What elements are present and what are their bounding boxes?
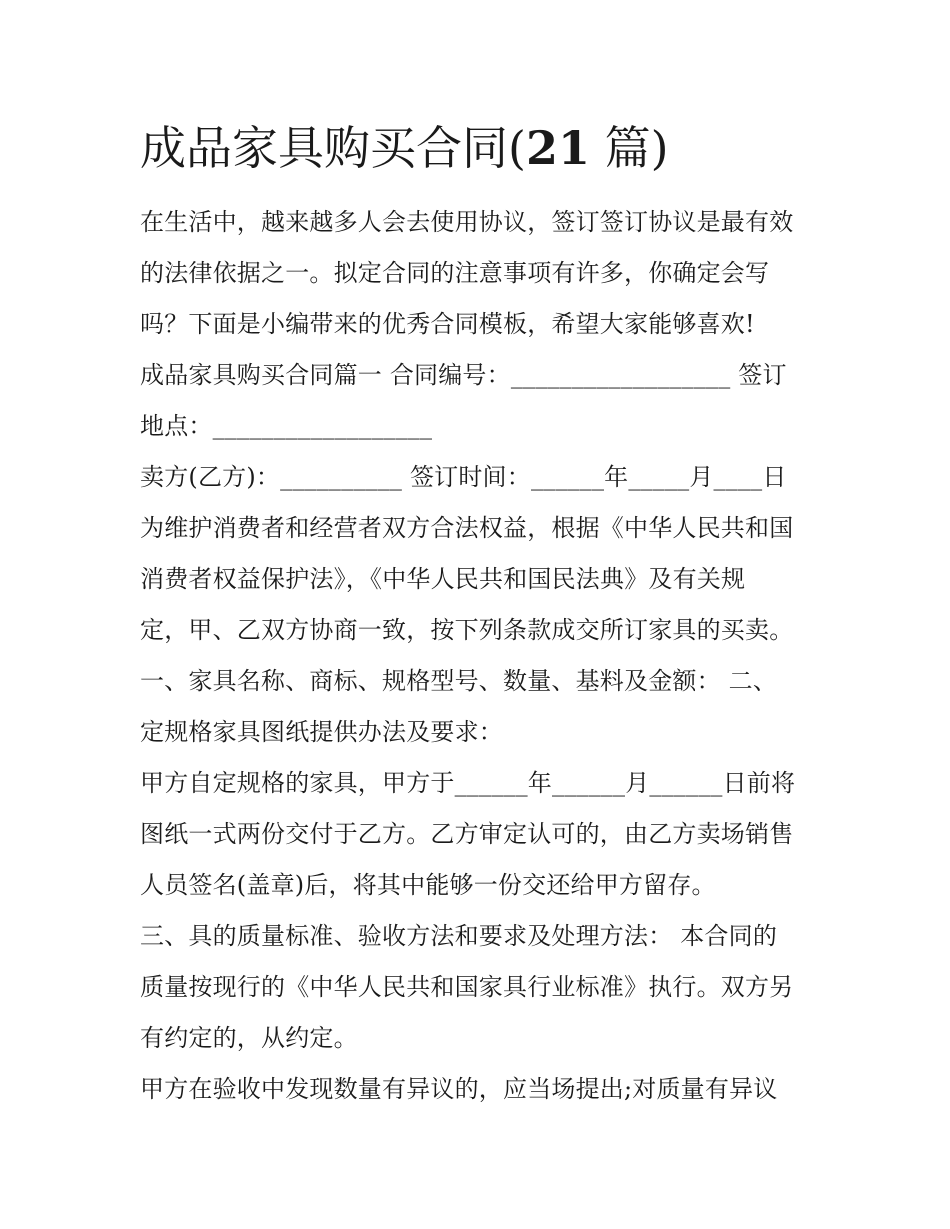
paragraph-line: 卖方(乙方)：__________ 签订时间：______年_____月____日 [140, 463, 787, 491]
paragraph-line: 人员签名(盖章)后，将其中能够一份交还给甲方留存。 [140, 871, 716, 899]
title-suffix: 篇) [589, 121, 669, 175]
title-number: 21 [525, 121, 590, 175]
paragraph-line: 定规格家具图纸提供办法及要求： [140, 718, 503, 746]
paragraph-line: 地点：__________________ [140, 412, 433, 440]
paragraph-line: 的法律依据之一。拟定合同的注意事项有许多，你确定会写 [140, 259, 770, 287]
paragraph-line: 消费者权益保护法》，《中华人民共和国民法典》及有关规 [140, 565, 746, 593]
paragraph-line: 在生活中，越来越多人会去使用协议，签订签订协议是最有效 [140, 208, 794, 236]
paragraph-line: 图纸一式两份交付于乙方。乙方审定认可的，由乙方卖场销售 [140, 820, 794, 848]
document-title [140, 118, 669, 178]
paragraph-line: 质量按现行的《中华人民共和国家具行业标准》执行。双方另 [140, 973, 794, 1001]
paragraph-line: 定，甲、乙双方协商一致，按下列条款成交所订家具的买卖。 [140, 616, 794, 644]
paragraph-line: 有约定的，从约定。 [140, 1024, 358, 1052]
paragraph-line: 三、具的质量标准、验收方法和要求及处理方法： 本合同的 [140, 922, 778, 950]
title-prefix: 成品家具购买合同( [140, 121, 526, 175]
paragraph-line: 为维护消费者和经营者双方合法权益，根据《中华人民共和国 [140, 514, 794, 542]
paragraph-line: 吗？下面是小编带来的优秀合同模板，希望大家能够喜欢! [140, 310, 755, 338]
paragraph-line: 甲方自定规格的家具，甲方于______年______月______日前将 [140, 769, 796, 797]
paragraph-line: 甲方在验收中发现数量有异议的，应当场提出;对质量有异议 [140, 1075, 778, 1103]
paragraph-line: 一、家具名称、商标、规格型号、数量、基料及金额： 二、 [140, 667, 778, 695]
paragraph-line: 成品家具购买合同篇一 合同编号：__________________ 签订 [140, 361, 787, 389]
